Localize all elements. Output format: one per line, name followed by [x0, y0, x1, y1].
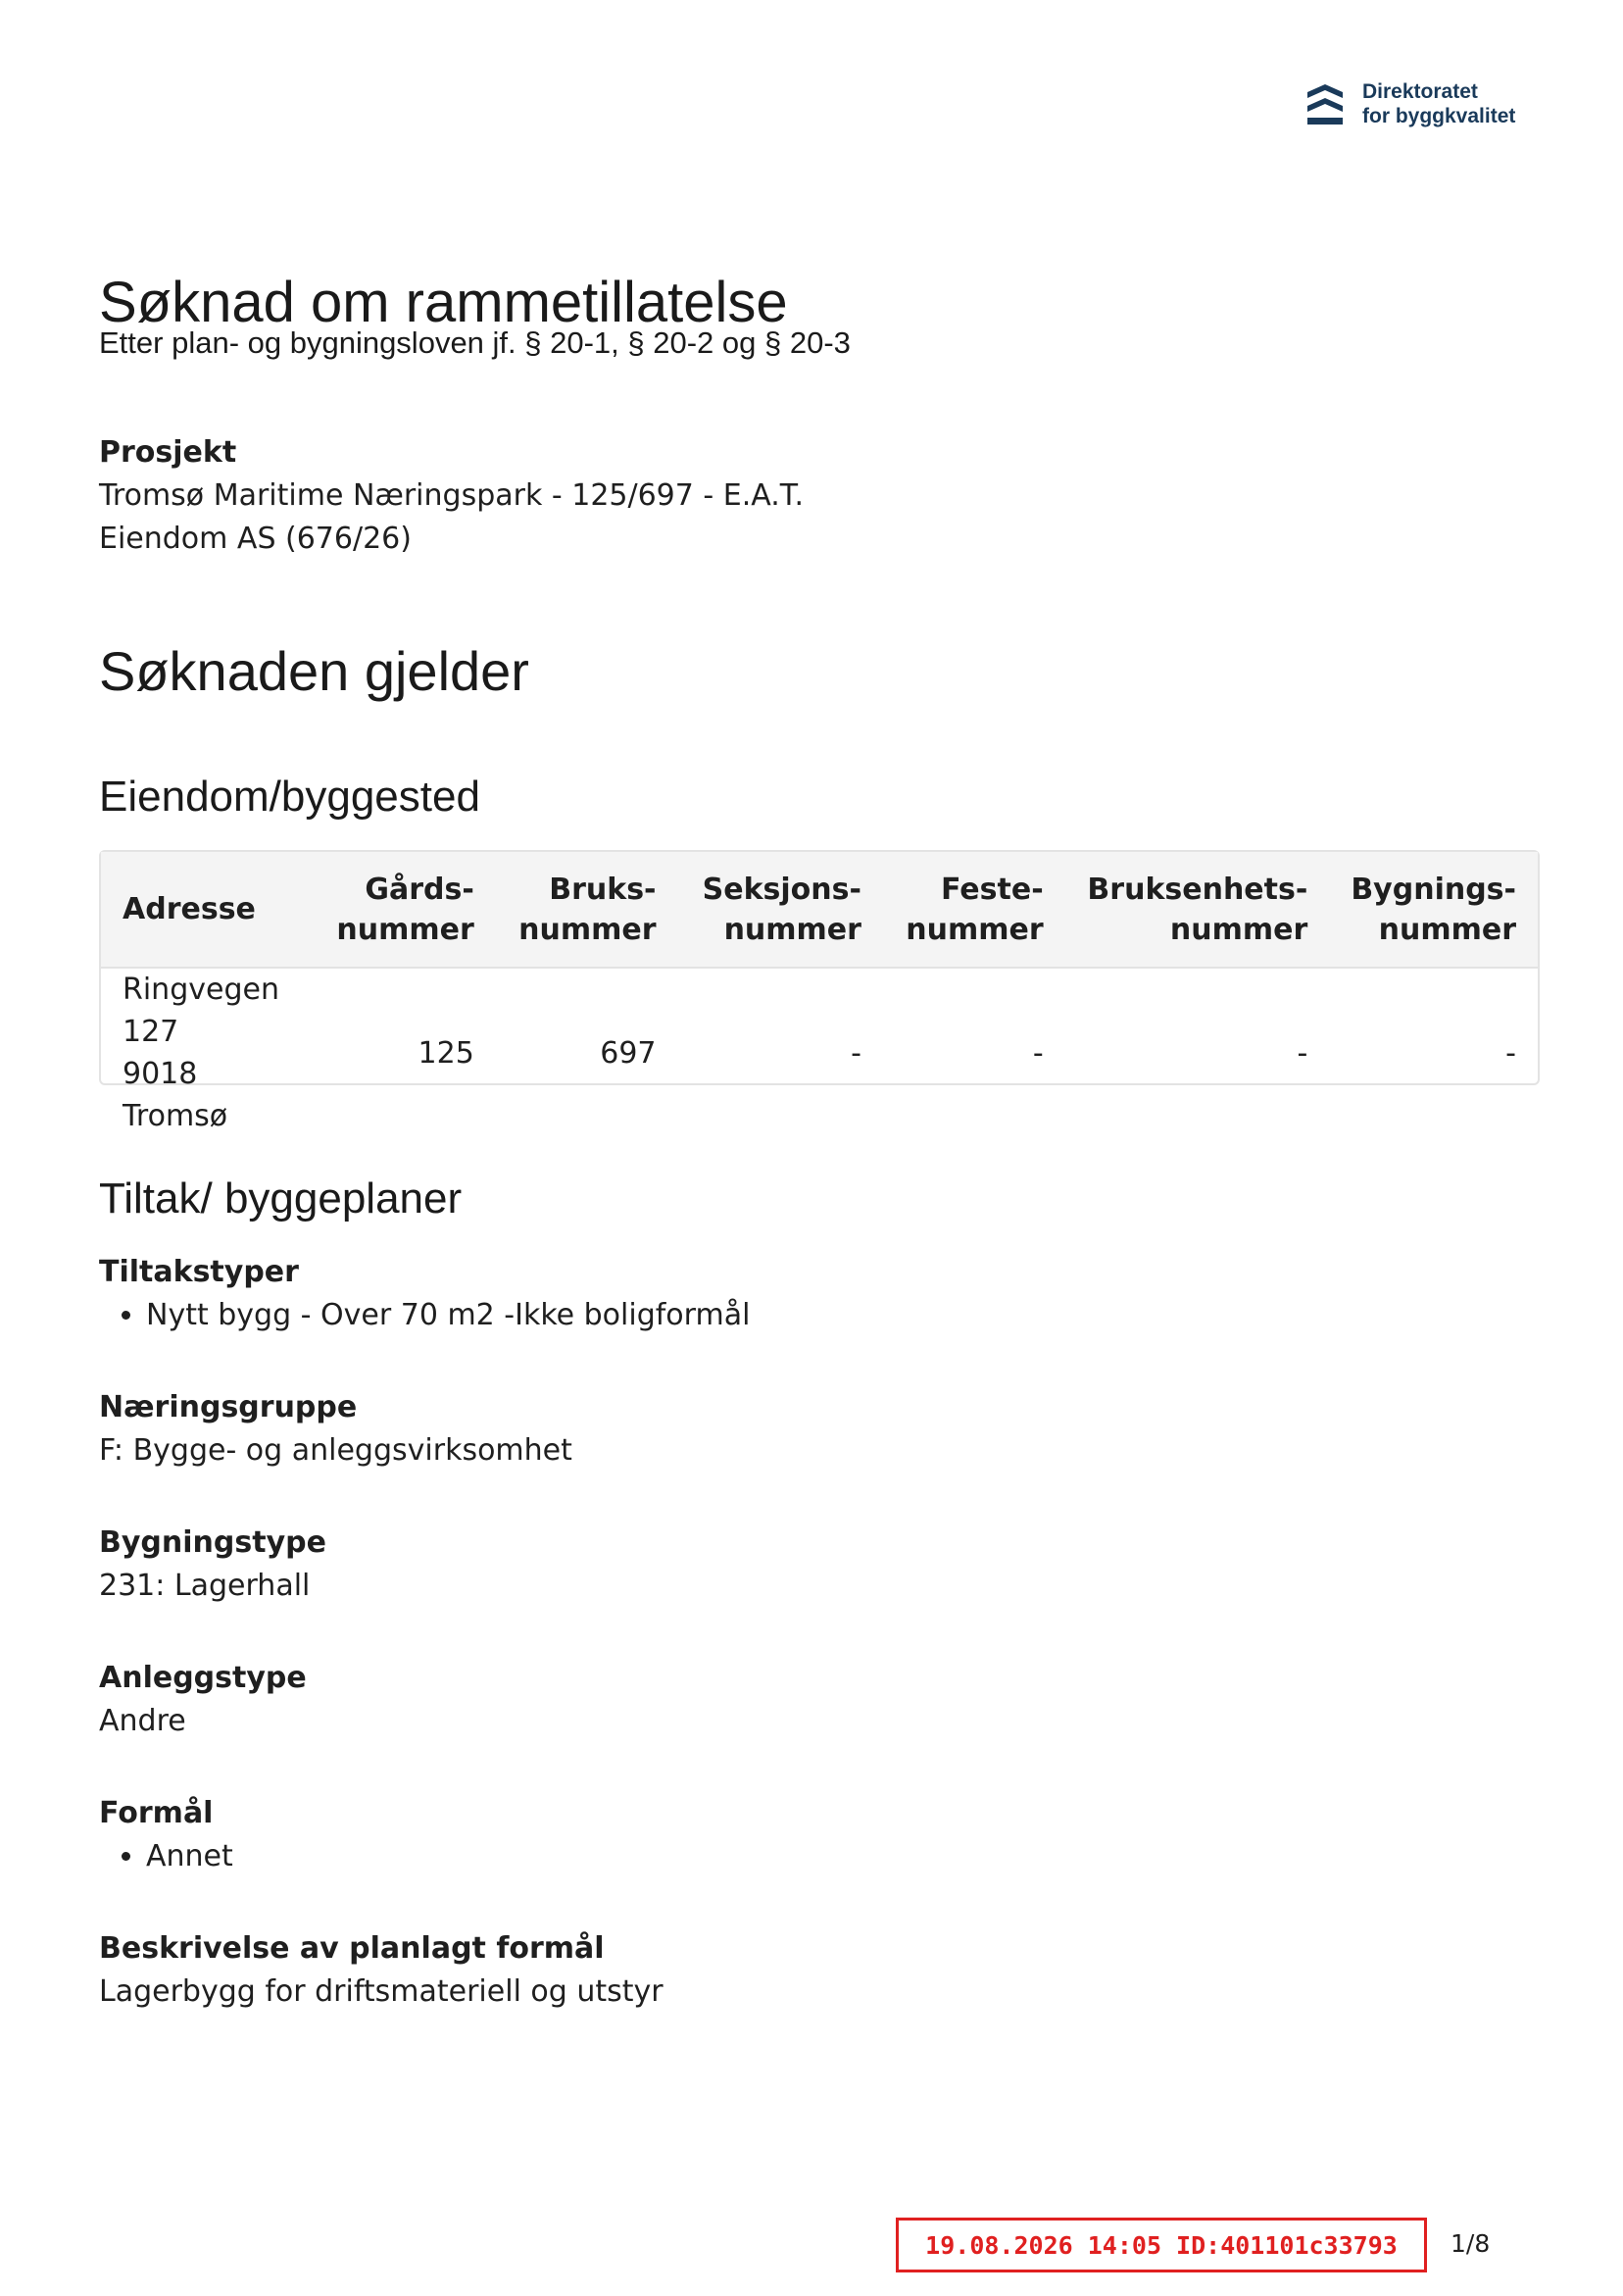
cell-bruksenhetsnummer: -	[1297, 1035, 1308, 1071]
column-header-adresse: Adresse	[123, 892, 256, 926]
naeringsgruppe-value: F: Bygge- og anleggsvirksomhet	[99, 1433, 572, 1468]
tiltakstyper-label: Tiltakstyper	[99, 1255, 299, 1289]
dibk-logo	[1305, 76, 1560, 131]
formal-section	[99, 1792, 1177, 1878]
list-item: • Nytt bygg - Over 70 m2 -Ikke boligformål	[146, 1294, 1177, 1337]
column-header-seksjonsnummer: Seksjons- nummer	[702, 872, 861, 947]
dibk-logo-icon	[1305, 80, 1345, 127]
page-subtitle: Etter plan- og bygningsloven jf. § 20-1, § 20-2 og § 20-3	[99, 325, 851, 360]
column-header-bruksenhetsnummer: Bruksenhets- nummer	[1087, 872, 1308, 947]
page-title: Søknad om rammetillatelse	[99, 271, 788, 334]
beskrivelse-label: Beskrivelse av planlagt formål	[99, 1931, 605, 1966]
cell-adresse: Ringvegen 127 9018 Tromsø	[123, 973, 279, 1133]
cell-seksjonsnummer: -	[851, 1035, 861, 1071]
cell-gardsnummer: 125	[418, 1035, 474, 1071]
project-label: Prosjekt	[99, 435, 237, 470]
formal-label: Formål	[99, 1796, 214, 1830]
anleggstype-section	[99, 1657, 1177, 1743]
column-header-bruksnummer: Bruks- nummer	[518, 872, 657, 947]
logo-text-line2: for byggkvalitet	[1362, 105, 1516, 127]
cell-bruksnummer: 697	[600, 1035, 657, 1071]
tiltakstyper-list	[99, 1294, 1177, 1337]
bygningstype-section	[99, 1522, 1177, 1608]
tiltakstyper-section	[99, 1251, 1177, 1337]
document-stamp: 19.08.2026 14:05 ID:401101c33793	[896, 2218, 1427, 2272]
project-section	[99, 431, 1177, 561]
anleggstype-label: Anleggstype	[99, 1661, 307, 1695]
beskrivelse-value: Lagerbygg for driftsmateriell og utstyr	[99, 1974, 664, 2009]
logo-text	[1362, 79, 1515, 128]
property-table	[99, 850, 1540, 1133]
table-header-row	[101, 852, 1538, 968]
column-header-festenummer: Feste- nummer	[906, 872, 1044, 947]
section-heading-applies: Søknaden gjelder	[99, 640, 529, 702]
cell-festenummer: -	[1032, 1035, 1044, 1071]
naeringsgruppe-label: Næringsgruppe	[99, 1390, 358, 1424]
tiltak-heading: Tiltak/ byggeplaner	[99, 1174, 463, 1223]
project-name-line2: Eiendom AS (676/26)	[99, 522, 412, 556]
column-header-bygningsnummer: Bygnings- nummer	[1351, 872, 1516, 947]
cell-bygningsnummer: -	[1505, 1035, 1516, 1071]
logo-text-line1: Direktoratet	[1362, 80, 1478, 103]
property-heading: Eiendom/byggested	[99, 773, 480, 821]
table-row	[101, 968, 1538, 1137]
page-number: 1/8	[1451, 2229, 1491, 2258]
formal-list	[99, 1835, 1177, 1878]
beskrivelse-section	[99, 1927, 1177, 2014]
column-header-gardsnummer: Gårds- nummer	[336, 872, 474, 947]
naeringsgruppe-section	[99, 1386, 1177, 1472]
list-item: • Annet	[146, 1835, 1177, 1878]
bygningstype-value: 231: Lagerhall	[99, 1569, 311, 1603]
anleggstype-value: Andre	[99, 1704, 186, 1738]
bygningstype-label: Bygningstype	[99, 1525, 326, 1560]
project-name-line1: Tromsø Maritime Næringspark - 125/697 - E.A.T.	[99, 478, 805, 513]
